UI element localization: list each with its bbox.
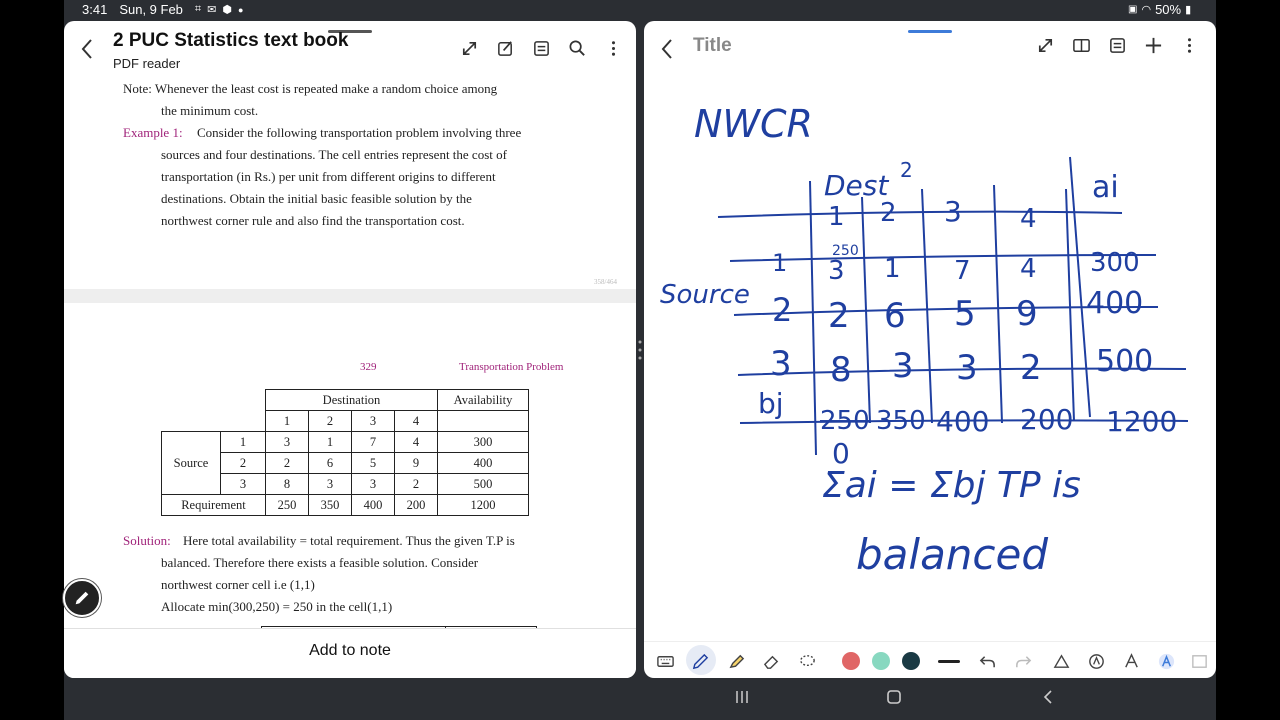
more-options-icon[interactable]: [604, 39, 623, 58]
availability-cell: 500: [438, 474, 529, 495]
dest-label: Dest: [824, 169, 889, 202]
balanced-text: balanced: [856, 530, 1049, 579]
cost-cell: 2: [395, 474, 438, 495]
cost-cell: 9: [1016, 294, 1038, 334]
recent-apps-button[interactable]: [734, 688, 750, 711]
cost-cell: 2: [266, 453, 309, 474]
cost-cell: 5: [352, 453, 395, 474]
dest-superscript: 2: [900, 158, 913, 182]
chapter-title: Transportation Problem: [459, 361, 564, 373]
lock-icon: ▣: [1128, 4, 1138, 15]
back-arrow-icon[interactable]: [80, 37, 94, 66]
bj-cell: 400: [936, 405, 990, 438]
example-line-2: sources and four destinations. The cell entries represent the cost of: [161, 147, 507, 162]
destination-header: Destination: [266, 390, 438, 411]
lasso-icon[interactable]: [798, 652, 817, 671]
bj-cell: 350: [876, 406, 926, 436]
bj-cell: 250: [820, 406, 870, 436]
redo-icon[interactable]: [1014, 652, 1033, 671]
pen-icon[interactable]: [691, 652, 710, 671]
highlighter-icon[interactable]: [727, 652, 746, 671]
text-icon[interactable]: [1108, 36, 1127, 55]
color-swatch-dark-teal[interactable]: [902, 652, 920, 670]
date: Sun, 9 Feb: [119, 2, 183, 17]
pdf-toolbar: [64, 21, 636, 77]
requirement-cell: 400: [352, 495, 395, 516]
bj-total: 1200: [1106, 405, 1178, 438]
cost-cell: 3: [266, 432, 309, 453]
example-line-3: transportation (in Rs.) per unit from different origins to different: [161, 169, 496, 184]
cost-cell: 6: [884, 296, 906, 336]
cost-cell: 5: [954, 294, 976, 334]
book-view-icon[interactable]: [1072, 36, 1091, 55]
cost-cell: 4: [395, 432, 438, 453]
handwriting-canvas[interactable]: [644, 77, 1216, 639]
split-divider-handle[interactable]: [638, 338, 642, 362]
col-4: 4: [1020, 204, 1037, 234]
handwriting-to-text-icon[interactable]: [1157, 652, 1176, 671]
cost-cell: 3: [309, 474, 352, 495]
requirement-label: Requirement: [162, 495, 266, 516]
source-label: Source: [162, 432, 221, 495]
dot-icon: ●: [237, 4, 244, 15]
ai-label: ai: [1092, 170, 1119, 205]
ai-cell: 300: [1090, 248, 1140, 278]
cost-cell: 8: [266, 474, 309, 495]
example-line-5: northwest corner rule and also find the transportation cost.: [161, 213, 465, 228]
bj-cell: 200: [1020, 403, 1074, 436]
system-navigation-bar: [0, 680, 1280, 720]
nwcr-heading: NWCR: [694, 102, 813, 146]
cost-table: [161, 389, 529, 516]
solution-line-2: balanced. Therefore there exists a feasible solution. Consider: [161, 555, 479, 570]
dest-col: 1: [266, 411, 309, 432]
availability-cell: 300: [438, 432, 529, 453]
requirement-cell: 350: [309, 495, 352, 516]
allocation-250: 250: [832, 243, 859, 259]
bj-remaining: 0: [832, 437, 850, 470]
cost-cell: 1: [884, 254, 901, 284]
status-bar: [0, 0, 1280, 20]
requirement-cell: 250: [266, 495, 309, 516]
pen-toolbar: [644, 641, 1216, 678]
example-line-1: Consider the following transportation problem involving three: [197, 125, 522, 140]
pdf-page-358: [64, 77, 636, 289]
page-number: 329: [360, 361, 377, 373]
bj-label: bj: [758, 387, 784, 420]
font-icon[interactable]: [1122, 652, 1141, 671]
add-to-note-button[interactable]: Add to note: [64, 628, 636, 678]
text-style-icon[interactable]: [1087, 652, 1106, 671]
wifi-icon: ◠: [1141, 4, 1152, 16]
expand-icon[interactable]: [460, 39, 479, 58]
cost-cell: 7: [954, 256, 971, 286]
cost-cell: 9: [395, 453, 438, 474]
pdf-reader-window: [64, 21, 636, 678]
text-box-icon[interactable]: [1190, 652, 1209, 671]
back-arrow-icon[interactable]: [660, 37, 674, 66]
search-icon[interactable]: [568, 39, 587, 58]
row-2-source: 2: [772, 291, 793, 329]
cost-cell: 7: [352, 432, 395, 453]
battery-level: 50%: [1155, 2, 1182, 17]
dest-col: 3: [352, 411, 395, 432]
shape-pen-icon[interactable]: [1052, 652, 1071, 671]
add-icon[interactable]: [1144, 36, 1163, 55]
cost-cell: 2: [1020, 348, 1042, 388]
text-icon[interactable]: [532, 39, 551, 58]
requirement-cell: 200: [395, 495, 438, 516]
pdf-page-329: [64, 303, 636, 628]
battery-icon: ▮: [1185, 4, 1192, 16]
solution-label: Solution:: [123, 533, 171, 548]
color-swatch-red[interactable]: [842, 652, 860, 670]
pencil-icon: [73, 589, 91, 607]
dest-col: 2: [309, 411, 352, 432]
note-title[interactable]: Title: [693, 35, 732, 56]
cost-cell: 6: [309, 453, 352, 474]
ai-cell: 500: [1096, 344, 1154, 379]
col-2: 2: [880, 198, 897, 228]
source-num: 1: [221, 432, 266, 453]
source-num: 2: [221, 453, 266, 474]
back-button[interactable]: [1040, 688, 1056, 711]
ai-cell: 400: [1086, 286, 1144, 321]
cost-cell: 3: [956, 348, 978, 388]
source-num: 3: [221, 474, 266, 495]
screenshot-icon: ⌗: [194, 3, 202, 15]
cost-cell: 1: [309, 432, 352, 453]
cost-cell: 3: [892, 346, 914, 386]
source-label: Source: [660, 280, 750, 310]
availability-header: Availability: [438, 390, 529, 411]
document-subtitle: PDF reader: [113, 56, 181, 71]
edit-icon[interactable]: [496, 39, 515, 58]
table-row: [162, 495, 529, 516]
availability-cell: 400: [438, 453, 529, 474]
row-3-source: 3: [770, 344, 792, 384]
cost-cell: 2: [828, 296, 850, 336]
example-line-4: destinations. Obtain the initial basic feasible solution by the: [161, 191, 472, 206]
col-1: 1: [828, 202, 845, 232]
cost-cell: 4: [1020, 254, 1037, 284]
home-button[interactable]: [886, 688, 902, 711]
sum-equation: Σai = Σbj TP is: [822, 465, 1081, 506]
solution-line-4: Allocate min(300,250) = 250 in the cell(1,1): [161, 599, 393, 614]
dest-col: 4: [395, 411, 438, 432]
page-separator: [64, 289, 636, 303]
cost-cell: 3: [352, 474, 395, 495]
col-3: 3: [944, 195, 962, 228]
more-options-icon[interactable]: [1180, 36, 1199, 55]
color-swatch-mint[interactable]: [872, 652, 890, 670]
keyboard-icon[interactable]: [656, 652, 675, 671]
solution-line-1: Here total availability = total requirement. Thus the given T.P is: [183, 533, 515, 548]
solution-line-3: northwest corner cell i.e (1,1): [161, 577, 315, 592]
cost-cell: 8: [830, 350, 852, 390]
notes-window: [644, 21, 1216, 678]
note-line-1: Note: Whenever the least cost is repeated make a random choice among: [123, 81, 498, 96]
table-row: [162, 432, 529, 453]
notes-toolbar: [644, 21, 1216, 77]
stroke-width-indicator[interactable]: [938, 660, 960, 663]
example-label: Example 1:: [123, 125, 183, 140]
note-line-2: the minimum cost.: [161, 103, 259, 118]
undo-icon[interactable]: [978, 652, 997, 671]
row-1-source: 1: [772, 249, 788, 277]
clock: 3:41: [82, 2, 108, 17]
page-indicator: 358/464: [594, 278, 617, 286]
eraser-icon[interactable]: [762, 652, 781, 671]
expand-icon[interactable]: [1036, 36, 1055, 55]
cost-cell: 3: [828, 256, 845, 286]
mail-icon: ✉: [207, 4, 217, 16]
total-cell: 1200: [438, 495, 529, 516]
document-title: 2 PUC Statistics text book: [113, 30, 349, 51]
shield-icon: ⬢: [222, 4, 232, 16]
handwritten-text: [660, 102, 1177, 579]
pen-fab-button[interactable]: [63, 579, 101, 617]
